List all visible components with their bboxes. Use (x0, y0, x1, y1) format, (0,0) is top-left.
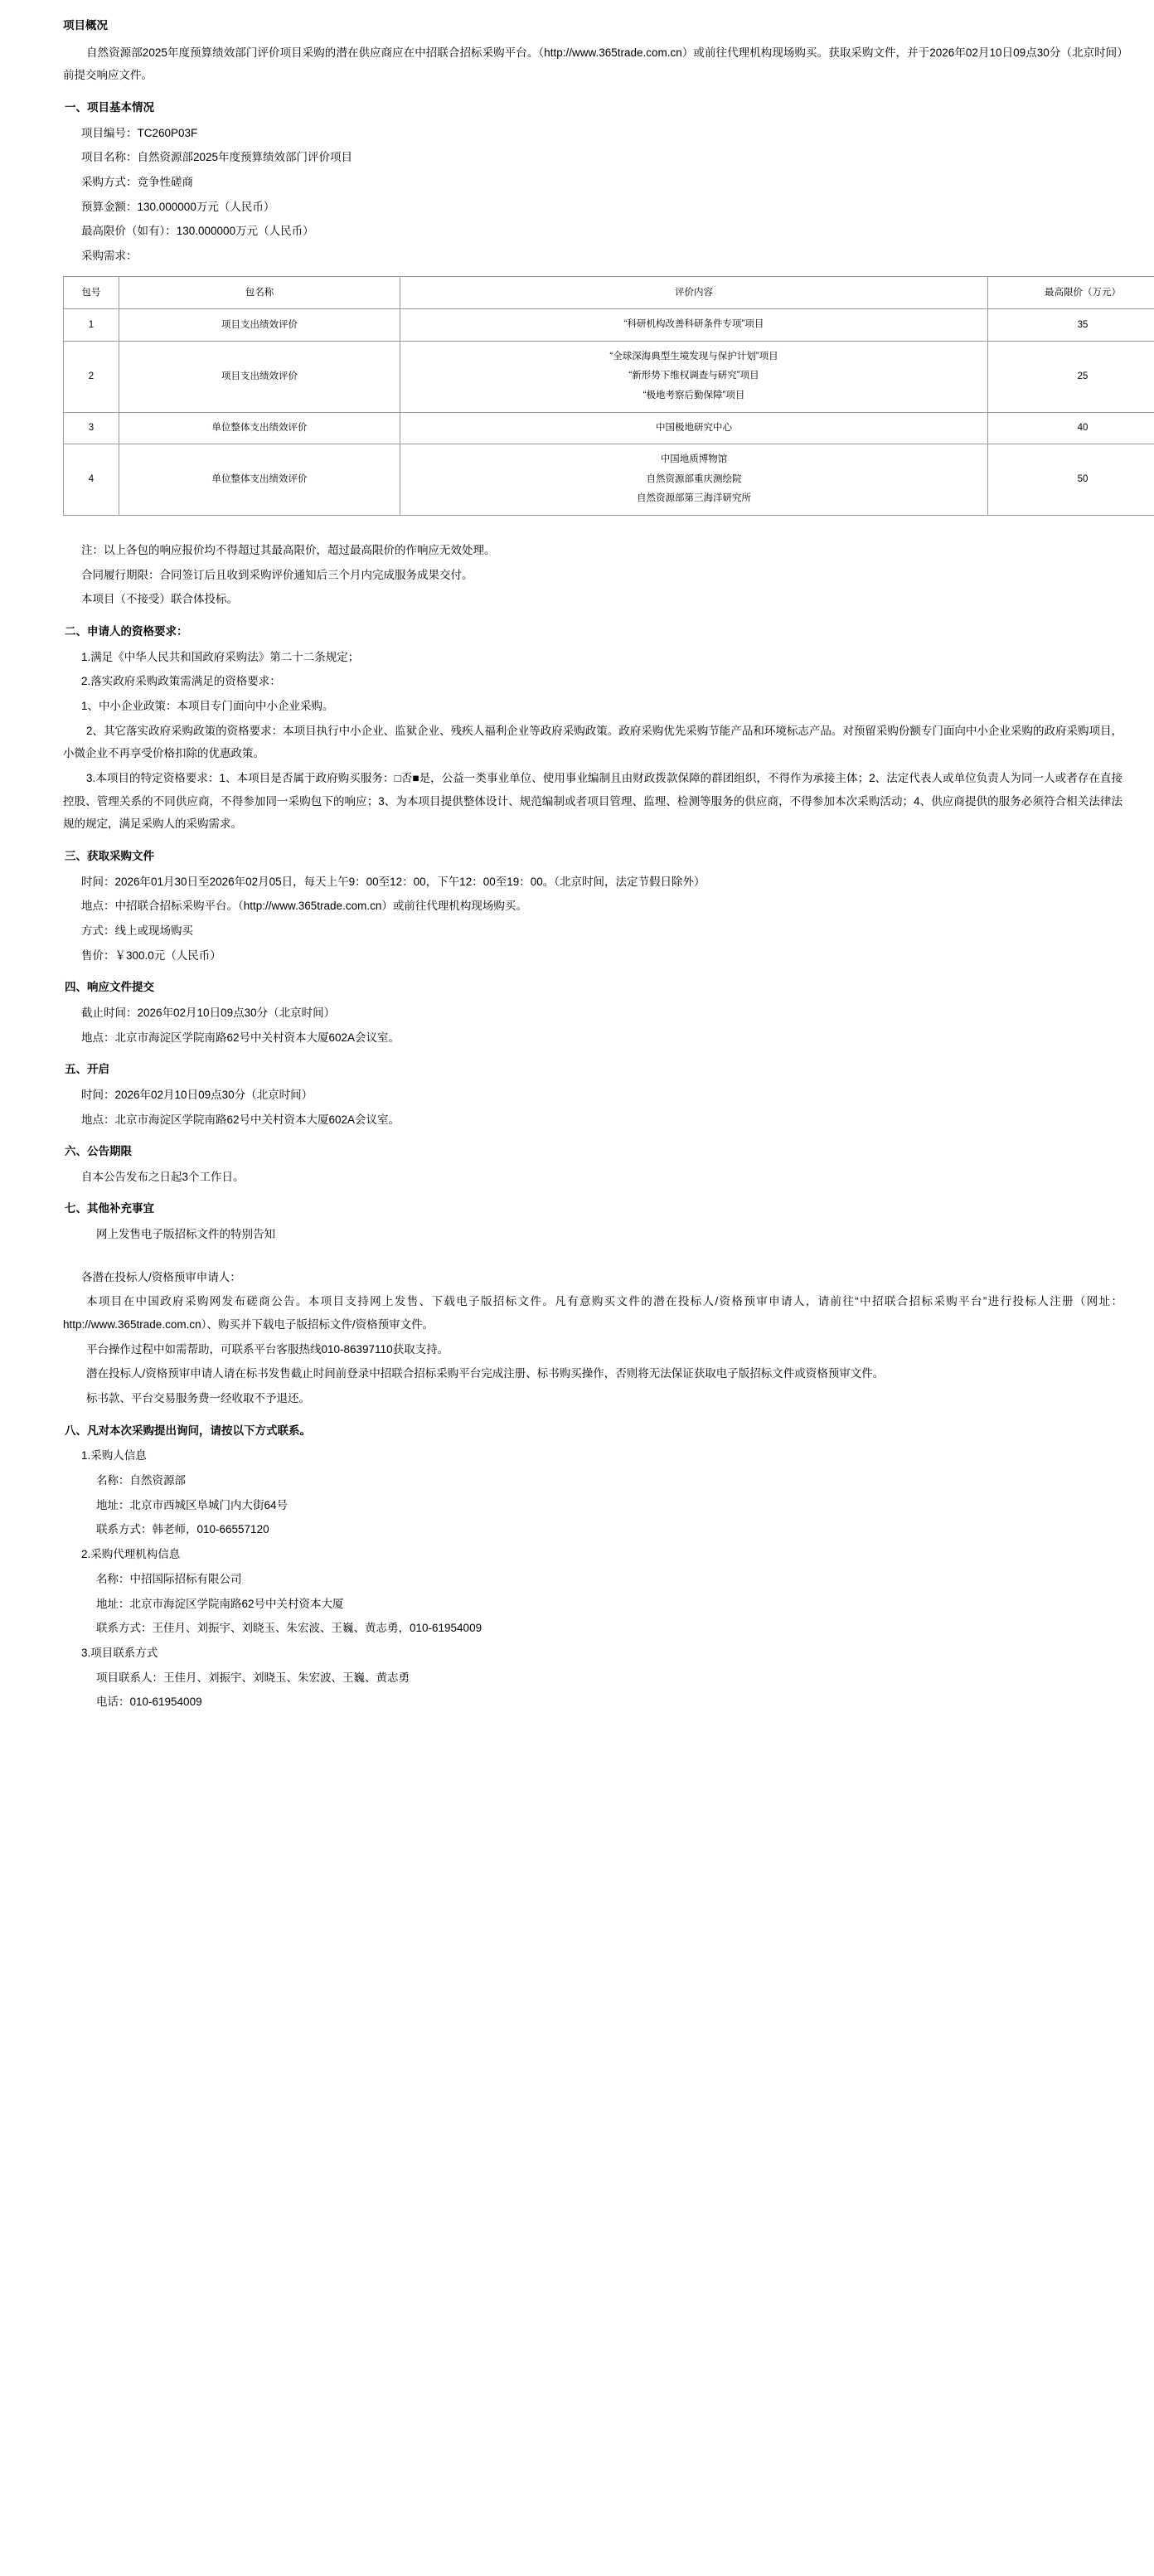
cell-price: 50 (988, 444, 1154, 516)
cell-name: 项目支出绩效评价 (119, 341, 400, 412)
cell-name: 单位整体支出绩效评价 (119, 412, 400, 444)
procurement-requirement-label: 采购需求： (81, 249, 138, 262)
col-header-name: 包名称 (119, 276, 400, 309)
section-8-heading: 八、凡对本次采购提出询问，请按以下方式联系。 (65, 1424, 311, 1437)
intro-paragraph: 自然资源部2025年度预算绩效部门评价项目采购的潜在供应商应在中招联合招标采购平台。（http://www.365trade.com.cn）或前往代理机构现场购买。获取采购文件，并于2026年02月10日09点30分（北京时间）前提交响应文件。 (63, 46, 1122, 82)
agency-contact: 联系方式：王佳月、刘振宇、刘晓玉、朱宏波、王巍、黄志勇，010-61954009 (96, 1622, 482, 1635)
cell-price: 40 (988, 412, 1154, 444)
cell-name: 单位整体支出绩效评价 (119, 444, 400, 516)
contract-period: 合同履行期限：合同签订后且收到采购评价通知后三个月内完成服务成果交付。 (81, 568, 473, 581)
cell-price: 25 (988, 341, 1154, 412)
cell-content (400, 341, 988, 412)
content-line: 自然资源部重庆测绘院 (646, 473, 742, 484)
project-contact-title: 3.项目联系方式 (81, 1646, 158, 1659)
purchaser-contact: 联系方式：韩老师，010-66557120 (96, 1523, 269, 1536)
cell-content (400, 309, 988, 342)
col-header-content: 评价内容 (400, 276, 988, 309)
cell-no: 4 (64, 444, 119, 516)
procurement-method: 采购方式：竞争性磋商 (81, 175, 193, 188)
cell-content (400, 412, 988, 444)
notice-greeting: 各潜在投标人/资格预审申请人： (81, 1270, 241, 1283)
content-line: “全球深海典型生境发现与保护计划”项目 (609, 351, 778, 361)
submission-deadline: 截止时间：2026年02月10日09点30分（北京时间） (81, 1006, 336, 1019)
consortium-note: 本项目（不接受）联合体投标。 (81, 593, 238, 606)
qualification-item-1: 1.满足《中华人民共和国政府采购法》第二十二条规定； (81, 650, 360, 663)
purchaser-address: 地址：北京市西城区阜城门内大街64号 (96, 1498, 288, 1511)
table-row (64, 444, 1154, 516)
agency-info-title: 2.采购代理机构信息 (81, 1548, 181, 1561)
project-name: 项目名称：自然资源部2025年度预算绩效部门评价项目 (81, 151, 353, 164)
requirement-table (63, 276, 1154, 516)
qualification-item-2-sub-1: 1、中小企业政策：本项目专门面向中小企业采购。 (81, 699, 334, 712)
purchaser-name: 名称：自然资源部 (96, 1474, 186, 1487)
content-line: “新形势下维权调查与研究”项目 (628, 371, 759, 381)
notice-paragraph-3: 潜在投标人/资格预审申请人请在标书发售截止时间前登录中招联合招标采购平台完成注册、标书购买操作，否则将无法保证获取电子版招标文件或资格预审文件。 (86, 1367, 885, 1380)
page-title: 项目概况 (63, 19, 108, 32)
content-line: 中国极地研究中心 (656, 422, 732, 433)
opening-place: 地点：北京市海淀区学院南路62号中关村资本大厦602A会议室。 (81, 1113, 400, 1126)
supplement-subtitle: 网上发售电子版招标文件的特别告知 (96, 1228, 275, 1241)
announcement-period: 自本公告发布之日起3个工作日。 (81, 1170, 245, 1183)
section-6-heading: 六、公告期限 (65, 1145, 132, 1158)
section-4-heading: 四、响应文件提交 (65, 981, 154, 994)
notice-paragraph-1: 本项目在中国政府采购网发布磋商公告。本项目支持网上发售、下载电子版招标文件。凡有意购买文件的潜在投标人/资格预审申请人，请前往“中招联合招标采购平台”进行投标人注册（网址：http://www.365trade.com.cn）、购买并下载电子版招标文件/资格预审文件。 (63, 1295, 1122, 1332)
table-row (64, 341, 1154, 412)
section-5-heading: 五、开启 (65, 1063, 109, 1076)
project-number: 项目编号：TC260P03F (81, 126, 198, 139)
notice-paragraph-2: 平台操作过程中如需帮助，可联系平台客服热线010-86397110获取支持。 (86, 1342, 449, 1356)
content-line: 自然资源部第三海洋研究所 (637, 493, 751, 504)
table-row (64, 412, 1154, 444)
col-header-price: 最高限价（万元） (988, 276, 1154, 309)
table-row (64, 309, 1154, 342)
doc-get-method: 方式：线上或现场购买 (81, 924, 193, 937)
doc-get-place: 地点：中招联合招标采购平台。（http://www.365trade.com.cn）或前往代理机构现场购买。 (81, 900, 527, 913)
content-line: 中国地质博物馆 (660, 454, 728, 465)
project-contact-phone: 电话：010-61954009 (96, 1696, 202, 1709)
doc-get-price: 售价：￥300.0元（人民币） (81, 948, 221, 962)
qualification-item-3: 3.本项目的特定资格要求：1、本项目是否属于政府购买服务：□否■是，公益一类事业单位、使用事业编制且由财政拨款保障的群团组织，不得作为承接主体；2、法定代表人或单位负责人为同一人或者存在直接控股、管理关系的不同供应商，不得参加同一采购包下的响应；3、为本项目提供整体设计、规范编制或者项目管理、监理、检测等服务的供应商，不得参加本次采购活动；4、供应商提供的服务必须符合相关法律法规的规定，满足采购人的采购需求。 (63, 771, 1122, 831)
budget-amount: 预算金额：130.000000万元（人民币） (81, 200, 275, 213)
qualification-item-2-sub-2: 2、其它落实政府采购政策的资格要求：本项目执行中小企业、监狱企业、残疾人福利企业等政府采购政策。政府采购优先采购节能产品和环境标志产品。对预留采购份额专门面向中小企业采购的政府采购项目，小微企业不再享受价格扣除的优惠政策。 (63, 724, 1122, 760)
content-line: “极地考察后勤保障”项目 (642, 391, 745, 401)
section-1-heading: 一、项目基本情况 (65, 100, 154, 114)
qualification-item-2: 2.落实政府采购政策需满足的资格要求： (81, 675, 281, 688)
cell-price: 35 (988, 309, 1154, 342)
cell-no: 3 (64, 412, 119, 444)
table-note: 注：以上各包的响应报价均不得超过其最高限价，超过最高限价的作响应无效处理。 (81, 543, 496, 556)
col-header-no: 包号 (64, 276, 119, 309)
max-price: 最高限价（如有）：130.000000万元（人民币） (81, 225, 314, 238)
project-contact-persons: 项目联系人：王佳月、刘振宇、刘晓玉、朱宏波、王巍、黄志勇 (96, 1671, 410, 1684)
doc-get-time: 时间：2026年01月30日至2026年02月05日，每天上午9：00至12：00，下午12：00至19：00。（北京时间，法定节假日除外） (81, 875, 705, 888)
notice-paragraph-4: 标书款、平台交易服务费一经收取不予退还。 (86, 1392, 310, 1405)
section-3-heading: 三、获取采购文件 (65, 849, 154, 862)
table-header-row (64, 276, 1154, 309)
requirement-table-wrapper (32, 276, 1122, 516)
cell-no: 1 (64, 309, 119, 342)
section-2-heading: 二、申请人的资格要求： (65, 624, 188, 638)
cell-no: 2 (64, 341, 119, 412)
cell-name: 项目支出绩效评价 (119, 309, 400, 342)
cell-content (400, 444, 988, 516)
content-line: “科研机构改善科研条件专项”项目 (623, 319, 764, 330)
agency-name: 名称：中招国际招标有限公司 (96, 1572, 242, 1585)
section-7-heading: 七、其他补充事宜 (65, 1202, 154, 1215)
agency-address: 地址：北京市海淀区学院南路62号中关村资本大厦 (96, 1597, 344, 1610)
submission-place: 地点：北京市海淀区学院南路62号中关村资本大厦602A会议室。 (81, 1031, 400, 1044)
opening-time: 时间：2026年02月10日09点30分（北京时间） (81, 1088, 313, 1101)
purchaser-info-title: 1.采购人信息 (81, 1449, 147, 1463)
